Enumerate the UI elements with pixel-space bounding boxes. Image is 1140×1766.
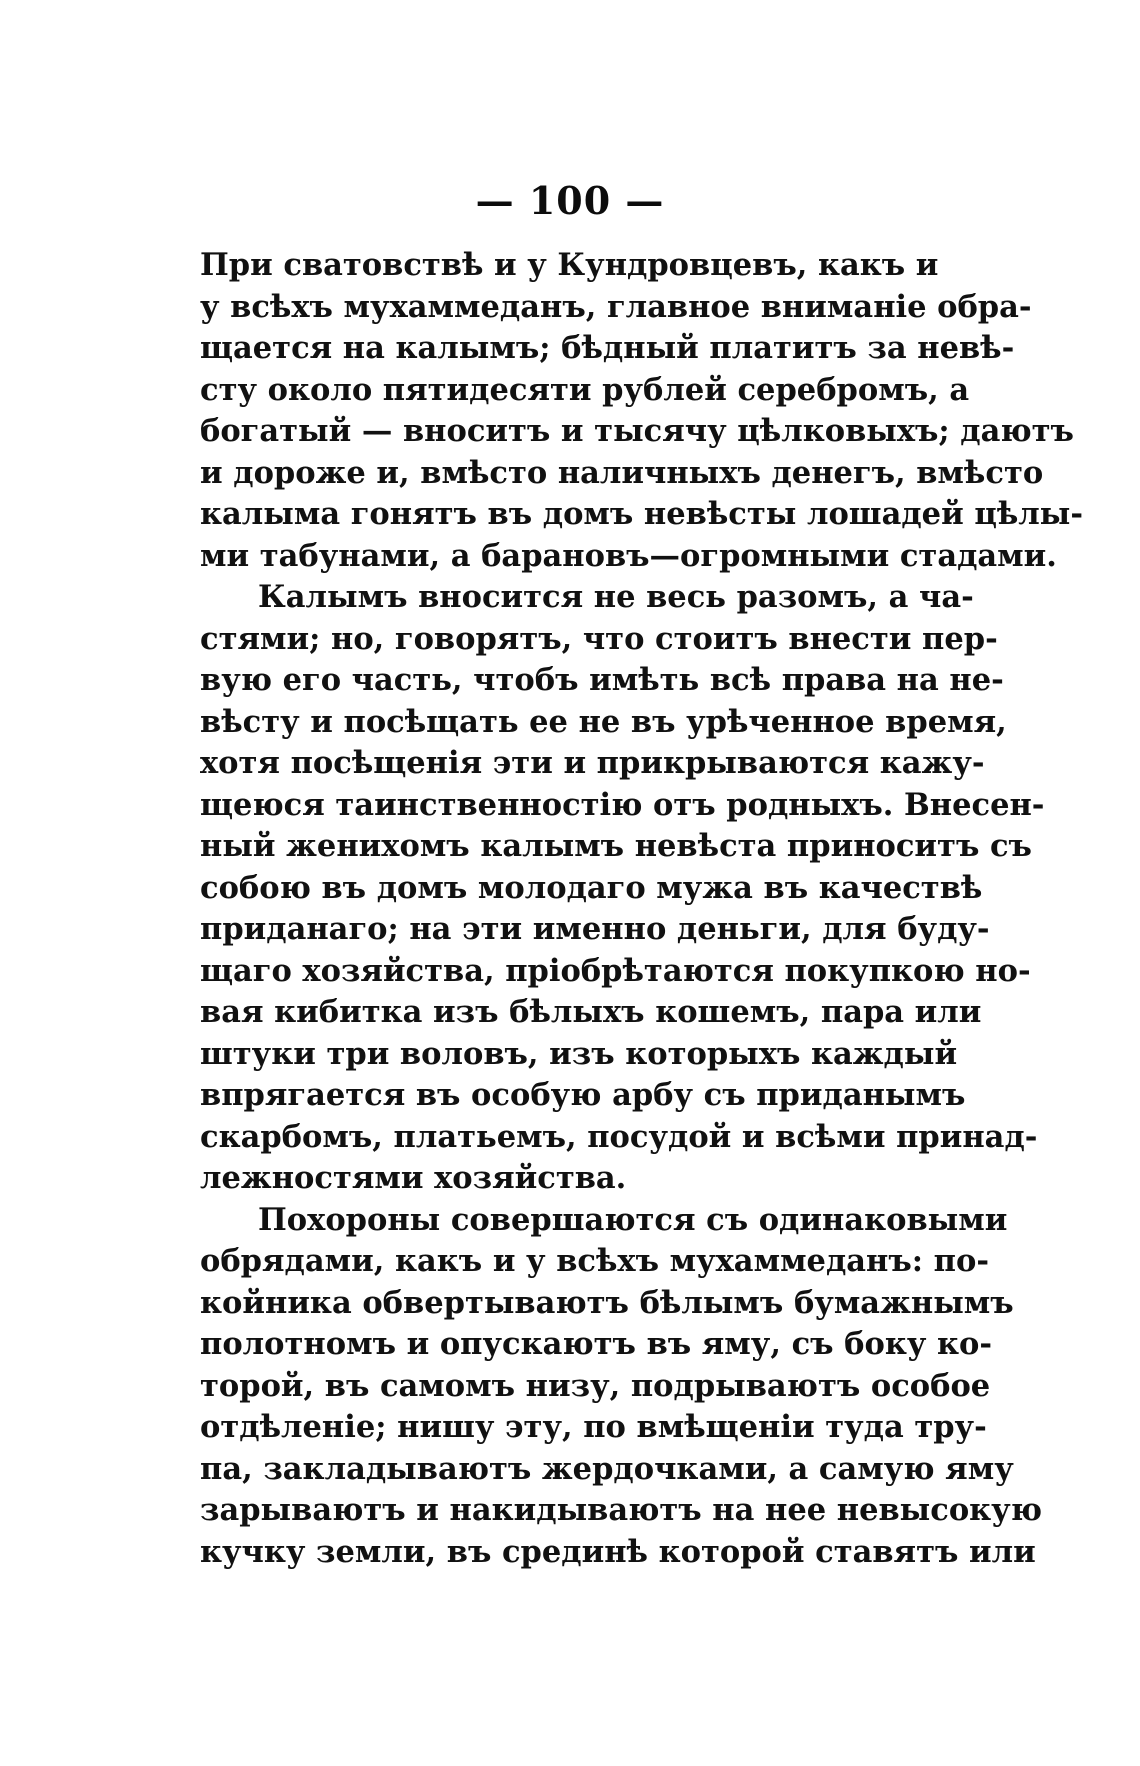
page-number: — 100 —: [475, 178, 665, 223]
text-line: у всѣхъ мухаммеданъ, главное вниманіе обра-: [200, 288, 1032, 325]
text-line: и дороже и, вмѣсто наличныхъ денегъ, вмѣсто: [200, 454, 1044, 491]
text-line: хотя посѣщенія эти и прикрываются кажу-: [200, 745, 985, 781]
paragraph-1: [200, 245, 1084, 577]
text-line: впрягается въ особую арбу съ приданымъ: [200, 1077, 966, 1113]
text-line: обрядами, какъ и у всѣхъ мухаммеданъ: по-: [200, 1243, 989, 1279]
text-line: скарбомъ, платьемъ, посудой и всѣми принад-: [200, 1118, 1038, 1155]
text-line: кучку земли, въ срединѣ которой ставятъ или: [200, 1533, 1036, 1570]
text-line: Калымъ вносится не весь разомъ, а ча-: [258, 579, 974, 615]
text-line: ми табунами, а барановъ—огромными стадами.: [200, 537, 1057, 574]
text-line: приданаго; на эти именно деньги, для буду-: [200, 911, 990, 947]
text-line: па, закладываютъ жердочками, а самую яму: [200, 1450, 1014, 1487]
text-line: При сватовствѣ и у Кундровцевъ, какъ и: [200, 247, 939, 283]
text-line: сту около пятидесяти рублей серебромъ, а: [200, 371, 970, 408]
text-line: полотномъ и опускаютъ въ яму, съ боку ко-: [200, 1326, 993, 1362]
text-line: собою въ домъ молодаго мужа въ качествѣ: [200, 869, 983, 906]
text-line: лежностями хозяйства.: [200, 1160, 627, 1196]
text-line: щается на калымъ; бѣдный платитъ за невѣ-: [200, 330, 1015, 366]
paragraph-3: [200, 1200, 1042, 1574]
text-line: Похороны совершаются съ одинаковыми: [258, 1201, 1008, 1238]
text-line: штуки три воловъ, изъ которыхъ каждый: [200, 1035, 958, 1072]
text-line: щеюся таинственностію отъ родныхъ. Внесен-: [200, 786, 1045, 823]
text-line: зарываютъ и накидываютъ на нее невысокую: [200, 1492, 1042, 1528]
paragraph-2: [200, 577, 1045, 1200]
text-line: вая кибитка изъ бѣлыхъ кошемъ, пара или: [200, 994, 982, 1030]
text-line: богатый — вноситъ и тысячу цѣлковыхъ; даютъ: [200, 413, 1074, 449]
text-line: отдѣленіе; нишу эту, по вмѣщеніи туда тру-: [200, 1409, 987, 1445]
text-line: вую его часть, чтобъ имѣть всѣ права на не-: [200, 662, 1004, 698]
text-line: торой, въ самомъ низу, подрываютъ особое: [200, 1367, 991, 1404]
text-line: калыма гонятъ въ домъ невѣсты лошадей цѣлы-: [200, 496, 1084, 532]
text-line: стями; но, говорятъ, что стоитъ внести пер-: [200, 620, 998, 657]
text-line: койника обвертываютъ бѣлымъ бумажнымъ: [200, 1284, 1014, 1321]
text-line: ный женихомъ калымъ невѣста приноситъ съ: [200, 828, 1032, 864]
text-line: щаго хозяйства, пріобрѣтаются покупкою но-: [200, 952, 1031, 989]
text-line: вѣсту и посѣщать ее не въ урѣченное время,: [200, 703, 1007, 740]
body-text: [200, 245, 1084, 1573]
